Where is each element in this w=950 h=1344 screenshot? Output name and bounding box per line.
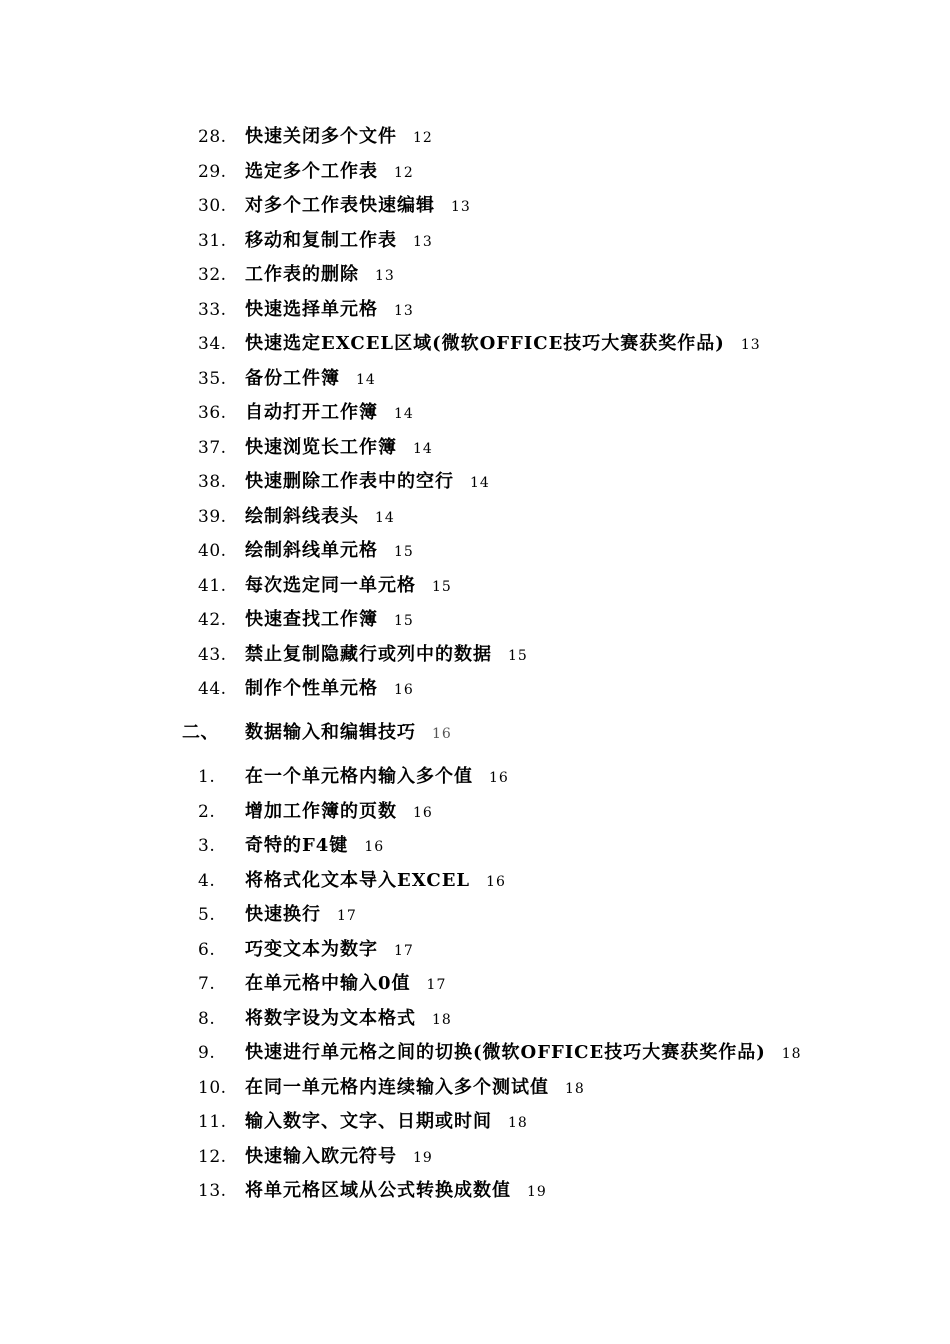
toc-entry-number: 3.	[198, 836, 216, 856]
toc-entry-page: 13	[394, 303, 414, 319]
toc-entry-page: 14	[356, 372, 376, 388]
toc-entry-number: 9.	[198, 1043, 216, 1063]
toc-entry-title-text: 快速浏览长工作簿	[245, 437, 397, 458]
toc-entry-title-text: 快速选择单元格	[245, 299, 378, 320]
toc-entry-page: 12	[394, 165, 414, 181]
toc-entry-number: 6.	[198, 940, 216, 960]
toc-entry-page: 13	[740, 337, 761, 353]
toc-entry-number: 12.	[198, 1147, 227, 1167]
toc-entry-title	[245, 1038, 802, 1069]
toc-entry-title-text: 自动打开工作簿	[245, 402, 378, 423]
toc-entry-number: 33.	[198, 300, 227, 320]
toc-entry-title-text: 巧变文本为数字	[245, 939, 378, 960]
toc-entry-title-text: 移动和复制工作表	[245, 230, 397, 251]
toc-entry-title-text: 快速选定EXCEL区域(微软OFFICE技巧大赛获奖作品)	[245, 333, 725, 354]
toc-entry-page: 16	[432, 726, 452, 742]
toc-entry-title-text: 快速删除工作表中的空行	[245, 471, 454, 492]
toc-entry-title	[245, 122, 433, 153]
toc-entry-title-text: 快速输入欧元符号	[245, 1146, 397, 1167]
toc-entry-title-text: 快速关闭多个文件	[245, 126, 397, 147]
toc-entry-number: 31.	[198, 231, 227, 251]
toc-entry-page: 15	[394, 544, 414, 560]
toc-entry-title-text: 在一个单元格内输入多个值	[245, 766, 473, 787]
toc-entry-title-text: 输入数字、文字、日期或时间	[245, 1111, 492, 1132]
toc-entry-number: 29.	[198, 162, 227, 182]
toc-entry-title-text: 数据输入和编辑技巧	[245, 722, 416, 743]
toc-entry-title-text: 在单元格中输入0值	[245, 973, 411, 994]
toc-entry-title	[245, 797, 433, 828]
toc-entry-title	[245, 866, 506, 897]
toc-entry-title	[245, 762, 509, 793]
toc-entry-number: 43.	[198, 645, 227, 665]
toc-entry-title	[245, 295, 414, 326]
toc-entry-title	[245, 157, 414, 188]
toc-entry-title	[245, 260, 395, 291]
toc-entry-number: 39.	[198, 507, 227, 527]
toc-entry-page: 16	[486, 874, 506, 890]
toc-entry-number: 38.	[198, 472, 227, 492]
toc-entry-number: 40.	[198, 541, 227, 561]
toc-entry-page: 16	[413, 805, 433, 821]
toc-entry-number: 10.	[198, 1078, 227, 1098]
toc-entry-title-text: 将格式化文本导入EXCEL	[245, 870, 471, 891]
toc-entry-page: 17	[426, 977, 447, 993]
toc-entry-title	[245, 502, 395, 533]
toc-entry-page: 14	[470, 475, 490, 491]
toc-entry-number: 1.	[198, 767, 216, 787]
toc-entry-title	[245, 329, 761, 360]
toc-entry-title-text: 制作个性单元格	[245, 678, 378, 699]
toc-entry-page: 16	[364, 839, 385, 855]
toc-entry-title	[245, 1004, 452, 1035]
toc-entry-title-text: 每次选定同一单元格	[245, 575, 416, 596]
toc-entry-number: 5.	[198, 905, 216, 925]
toc-entry-title	[245, 536, 414, 567]
toc-entry-page: 18	[432, 1012, 452, 1028]
toc-entry-page: 13	[375, 268, 395, 284]
toc-entry-title-text: 选定多个工作表	[245, 161, 378, 182]
toc-entry-page: 19	[413, 1150, 433, 1166]
toc-entry-title	[245, 1107, 528, 1138]
toc-entry-page: 15	[508, 648, 528, 664]
toc-entry-title-text: 禁止复制隐藏行或列中的数据	[245, 644, 492, 665]
toc-entry-title	[245, 1142, 433, 1173]
toc-entry-number: 13.	[198, 1181, 227, 1201]
toc-entry-title	[245, 467, 490, 498]
toc-entry-title	[245, 969, 446, 1000]
toc-entry-number: 二、	[182, 722, 219, 743]
toc-entry-page: 13	[413, 234, 433, 250]
toc-entry-title-text: 将数字设为文本格式	[245, 1008, 416, 1029]
toc-entry-number: 11.	[198, 1112, 227, 1132]
toc-entry-page: 14	[375, 510, 395, 526]
toc-entry-title-text: 绘制斜线表头	[245, 506, 359, 527]
toc-entry-number: 28.	[198, 127, 227, 147]
toc-entry-title	[245, 900, 357, 931]
toc-entry-number: 2.	[198, 802, 216, 822]
toc-entry-page: 17	[394, 943, 414, 959]
toc-entry-page: 13	[451, 199, 471, 215]
toc-entry-page: 16	[489, 770, 509, 786]
toc-entry-number: 32.	[198, 265, 227, 285]
toc-entry-title	[245, 935, 414, 966]
toc-entry-title	[245, 605, 414, 636]
toc-entry-page: 19	[527, 1184, 547, 1200]
toc-entry-number: 4.	[198, 871, 216, 891]
toc-entry-number: 41.	[198, 576, 227, 596]
toc-entry-number: 36.	[198, 403, 227, 423]
toc-entry-number: 37.	[198, 438, 227, 458]
toc-entry-title-text: 备份工件簿	[245, 368, 340, 389]
toc-entry-number: 7.	[198, 974, 216, 994]
toc-entry-title-text: 绘制斜线单元格	[245, 540, 378, 561]
toc-entry-title-text: 快速换行	[245, 904, 321, 925]
toc-entry-page: 18	[508, 1115, 528, 1131]
toc-entry-title	[245, 674, 414, 705]
toc-entry-title	[245, 571, 452, 602]
toc-entry-title-text: 工作表的删除	[245, 264, 359, 285]
toc-entry-title	[245, 718, 452, 749]
toc-entry-title-text: 在同一单元格内连续输入多个测试值	[245, 1077, 549, 1098]
toc-entry-title-text: 快速进行单元格之间的切换(微软OFFICE技巧大赛获奖作品)	[245, 1042, 766, 1063]
toc-entry-title	[245, 640, 528, 671]
toc-entry-title	[245, 226, 433, 257]
toc-entry-page: 18	[565, 1081, 585, 1097]
toc-entry-page: 17	[337, 908, 357, 924]
toc-entry-title-text: 奇特的F4键	[245, 835, 349, 856]
toc-entry-number: 34.	[198, 334, 227, 354]
toc-entry-title	[245, 1073, 585, 1104]
toc-entry-title	[245, 191, 471, 222]
toc-entry-page: 12	[413, 130, 433, 146]
toc-entry-page: 18	[781, 1046, 802, 1062]
toc-entry-number: 30.	[198, 196, 227, 216]
toc-entry-title-text: 快速查找工作簿	[245, 609, 378, 630]
toc-entry-number: 8.	[198, 1009, 216, 1029]
toc-entry-title	[245, 364, 376, 395]
toc-entry-title	[245, 398, 414, 429]
toc-entry-title-text: 对多个工作表快速编辑	[245, 195, 435, 216]
toc-entry-page: 15	[394, 613, 414, 629]
toc-entry-title	[245, 1176, 547, 1207]
toc-entry-page: 14	[413, 441, 433, 457]
toc-entry-title-text: 增加工作簿的页数	[245, 801, 397, 822]
toc-entry-number: 35.	[198, 369, 227, 389]
toc-entry-title	[245, 831, 384, 862]
toc-entry-number: 44.	[198, 679, 227, 699]
toc-entry-number: 42.	[198, 610, 227, 630]
toc-entry-page: 14	[394, 406, 414, 422]
toc-entry-page: 15	[432, 579, 452, 595]
toc-entry-page: 16	[394, 682, 414, 698]
toc-entry-title-text: 将单元格区域从公式转换成数值	[245, 1180, 511, 1201]
toc-entry-title	[245, 433, 433, 464]
